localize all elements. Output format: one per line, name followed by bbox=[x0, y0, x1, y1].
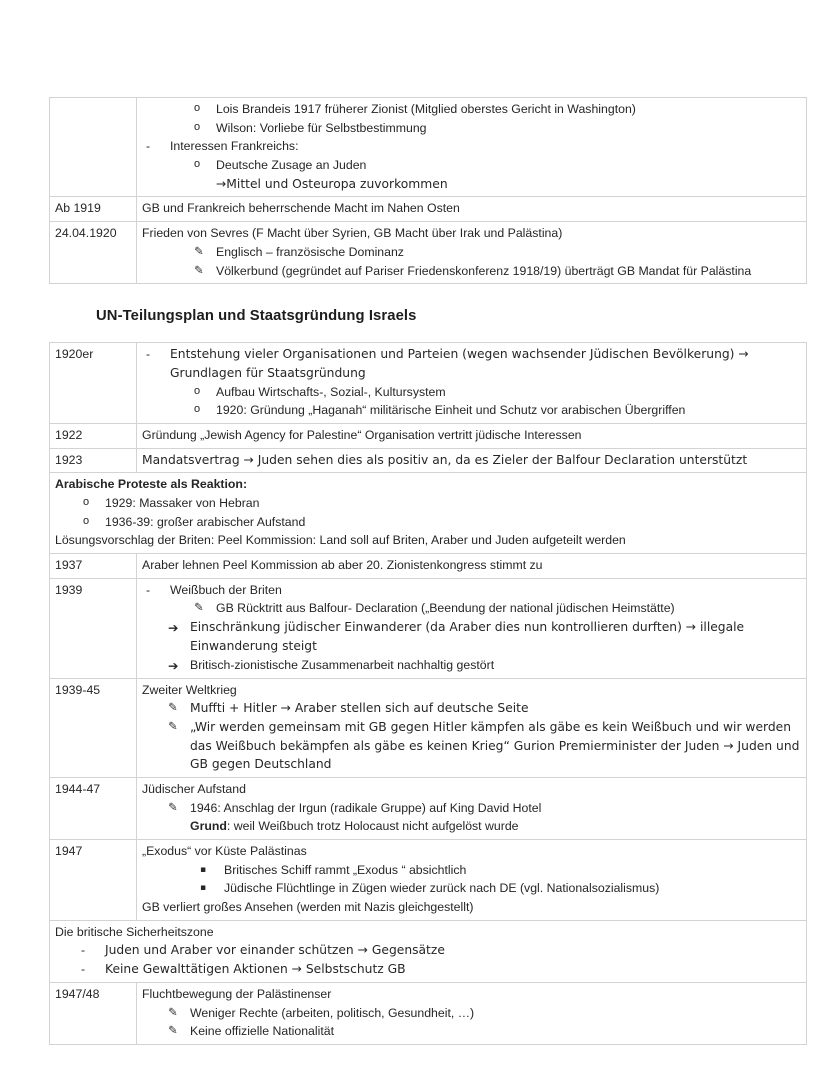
body-text: Lösungsvorschlag der Briten: Peel Kommission: Land soll auf Briten, Araber und Juden aufgeteilt werden bbox=[55, 533, 626, 548]
circle-bullet-icon: o bbox=[194, 120, 201, 133]
list-item bbox=[83, 494, 801, 513]
list-item bbox=[81, 960, 801, 979]
pen-bullet-icon: ✎ bbox=[194, 600, 204, 615]
body-text: Zweiter Weltkrieg bbox=[142, 682, 237, 697]
body-text: GB verliert großes Ansehen (werden mit Nazis gleichgestellt) bbox=[142, 900, 474, 915]
table-row bbox=[50, 982, 807, 1044]
list-item-text: →Mittel und Osteuropa zuvorkommen bbox=[216, 176, 448, 191]
list-item-text: 1936-39: großer arabischer Aufstand bbox=[105, 514, 306, 529]
list-item-text: Lois Brandeis 1917 früherer Zionist (Mitglied oberstes Gericht in Washington) bbox=[216, 102, 636, 116]
list-item bbox=[168, 799, 801, 818]
row-date-cell: Ab 1919 bbox=[50, 197, 137, 222]
table-row bbox=[50, 554, 807, 579]
block-subheading: Die britische Sicherheitszone bbox=[55, 924, 214, 939]
row-date-cell: 1923 bbox=[50, 448, 137, 473]
row-date-cell: 1939 bbox=[50, 578, 137, 678]
circle-bullet-icon: o bbox=[83, 514, 90, 527]
arrow-bullet-icon: ➔ bbox=[168, 657, 179, 673]
dash-bullet-icon: - bbox=[81, 943, 86, 958]
list-item bbox=[194, 175, 801, 194]
list-item-text: Muffti + Hitler → Araber stellen sich auf deutsche Seite bbox=[190, 701, 529, 716]
row-body-cell bbox=[137, 840, 807, 921]
list-item-text: Aufbau Wirtschafts-, Sozial-, Kultursystem bbox=[216, 384, 446, 399]
list-item bbox=[194, 100, 801, 119]
pen-bullet-icon: ✎ bbox=[168, 799, 178, 814]
row-body-cell bbox=[137, 423, 807, 448]
row-body-cell bbox=[137, 448, 807, 473]
body-text: Araber lehnen Peel Kommission ab aber 20. Zionistenkongress stimmt zu bbox=[142, 558, 543, 573]
arrow-bullet-icon: ➔ bbox=[168, 620, 179, 636]
row-body-cell bbox=[137, 982, 807, 1044]
list-item-text: Britisches Schiff rammt „Exodus “ absichtlich bbox=[224, 862, 467, 877]
list-item-text: Einschränkung jüdischer Einwanderer (da Araber dies nun kontrollieren durften) → illegale Einwanderung steigt bbox=[190, 620, 745, 653]
row-date-cell: 1939-45 bbox=[50, 678, 137, 777]
circle-bullet-icon: o bbox=[194, 403, 201, 416]
row-date-cell: 1937 bbox=[50, 554, 137, 579]
list-item bbox=[200, 861, 801, 880]
body-text: Frieden von Sevres (F Macht über Syrien, GB Macht über Irak und Palästina) bbox=[142, 226, 563, 241]
circle-bullet-icon: o bbox=[194, 384, 201, 397]
reason-text: : weil Weißbuch trotz Holocaust nicht aufgelöst wurde bbox=[226, 819, 519, 834]
row-body-cell bbox=[137, 678, 807, 777]
list-item-text: Interessen Frankreichs: bbox=[170, 139, 299, 154]
top-margin bbox=[0, 0, 828, 97]
page-heading-wrap bbox=[96, 308, 828, 324]
list-item bbox=[194, 156, 801, 175]
table-row bbox=[50, 920, 807, 982]
body-text: Gründung „Jewish Agency for Palestine“ Organisation vertritt jüdische Interessen bbox=[142, 427, 582, 442]
body-text: GB und Frankreich beherrschende Macht im Nahen Osten bbox=[142, 201, 460, 216]
pen-bullet-icon: ✎ bbox=[194, 243, 204, 258]
table-row bbox=[50, 777, 807, 839]
table-row bbox=[50, 423, 807, 448]
list-item bbox=[194, 119, 801, 138]
list-item bbox=[194, 383, 801, 402]
row-date-cell: 1922 bbox=[50, 423, 137, 448]
row-body-cell bbox=[137, 777, 807, 839]
pen-bullet-icon: ✎ bbox=[168, 1023, 178, 1038]
block-subheading: Arabische Proteste als Reaktion: bbox=[55, 477, 248, 492]
list-item-text bbox=[190, 817, 801, 836]
list-item bbox=[168, 699, 801, 718]
list-item-text: Deutsche Zusage an Juden bbox=[216, 158, 367, 173]
list-item-text: Keine Gewalttätigen Aktionen → Selbstschutz GB bbox=[105, 962, 406, 977]
table-row bbox=[50, 343, 807, 424]
table-row bbox=[50, 197, 807, 222]
list-item-text: Weniger Rechte (arbeiten, politisch, Gesundheit, …) bbox=[190, 1005, 475, 1020]
body-text: Fluchtbewegung der Palästinenser bbox=[142, 986, 332, 1001]
square-bullet-icon: ▪ bbox=[200, 883, 207, 894]
dash-bullet-icon: - bbox=[81, 962, 86, 977]
row-body-cell bbox=[137, 222, 807, 284]
row-body-cell bbox=[137, 343, 807, 424]
list-item-text: GB Rücktritt aus Balfour- Declaration („Beendung der national jüdischen Heimstätte) bbox=[216, 601, 675, 616]
list-item bbox=[168, 656, 801, 675]
list-item bbox=[146, 345, 801, 382]
row-date-cell: 24.04.1920 bbox=[50, 222, 137, 284]
table-row bbox=[50, 222, 807, 284]
row-date-cell: 1947 bbox=[50, 840, 137, 921]
row-body-cell-merged bbox=[50, 473, 807, 554]
list-item bbox=[194, 243, 801, 262]
list-item-text: Britisch-zionistische Zusammenarbeit nachhaltig gestört bbox=[190, 657, 495, 672]
page-title: UN-Teilungsplan und Staatsgründung Israels bbox=[96, 308, 417, 325]
list-item-text: 1929: Massaker von Hebran bbox=[105, 496, 260, 510]
heading-space-below bbox=[0, 324, 828, 342]
list-item bbox=[168, 817, 801, 836]
list-item-text: 1920: Gründung „Haganah“ militärische Einheit und Schutz vor arabischen Übergriffen bbox=[216, 403, 686, 418]
table-row bbox=[50, 473, 807, 554]
row-date-cell bbox=[50, 98, 137, 197]
list-item-text: Entstehung vieler Organisationen und Parteien (wegen wachsender Jüdischen Bevölkerung) → Grundlagen für Staatsgründung bbox=[170, 347, 749, 380]
list-item-text: Englisch – französische Dominanz bbox=[216, 244, 404, 259]
row-body-cell-merged bbox=[50, 920, 807, 982]
heading-space-above bbox=[0, 284, 828, 308]
dash-bullet-icon: - bbox=[146, 582, 151, 597]
list-item bbox=[168, 618, 801, 655]
row-body-cell bbox=[137, 554, 807, 579]
circle-bullet-icon: o bbox=[194, 102, 201, 114]
list-item-text: Keine offizielle Nationalität bbox=[190, 1024, 335, 1039]
table-row bbox=[50, 448, 807, 473]
row-date-cell: 1920er bbox=[50, 343, 137, 424]
list-item-text: Wilson: Vorliebe für Selbstbestimmung bbox=[216, 120, 427, 135]
body-text: Jüdischer Aufstand bbox=[142, 781, 246, 796]
table-row bbox=[50, 578, 807, 678]
list-item-text: Weißbuch der Briten bbox=[170, 582, 282, 597]
table-row bbox=[50, 98, 807, 197]
list-item-text: Juden und Araber vor einander schützen → Gegensätze bbox=[105, 943, 445, 958]
list-item bbox=[81, 941, 801, 960]
row-body-cell bbox=[137, 578, 807, 678]
pen-bullet-icon: ✎ bbox=[168, 1004, 178, 1019]
row-date-cell: 1944-47 bbox=[50, 777, 137, 839]
list-item bbox=[168, 1022, 801, 1041]
pen-bullet-icon: ✎ bbox=[194, 262, 204, 277]
list-item bbox=[168, 718, 801, 774]
body-text: „Exodus“ vor Küste Palästinas bbox=[142, 844, 307, 858]
pen-bullet-icon: ✎ bbox=[168, 700, 178, 715]
row-date-cell: 1947/48 bbox=[50, 982, 137, 1044]
list-item-text: Jüdische Flüchtlinge in Zügen wieder zurück nach DE (vgl. Nationalsozialismus) bbox=[224, 881, 660, 896]
square-bullet-icon: ▪ bbox=[200, 864, 207, 875]
list-item bbox=[200, 879, 801, 898]
list-item-text: „Wir werden gemeinsam mit GB gegen Hitler kämpfen als gäbe es kein Weißbuch und wir werden das Weißbuch bekämpfen als gäbe es keinen Krieg“ Gurion Premierminister der Juden → Juden und GB gegen Deutschland bbox=[190, 719, 800, 772]
list-item bbox=[146, 137, 801, 156]
body-text: Mandatsvertrag → Juden sehen dies als positiv an, da es Zieler der Balfour Declaration unterstützt bbox=[142, 452, 748, 467]
list-item-text: 1946: Anschlag der Irgun (radikale Gruppe) auf King David Hotel bbox=[190, 800, 542, 815]
circle-bullet-icon: o bbox=[83, 496, 90, 508]
list-item bbox=[194, 401, 801, 420]
list-item bbox=[194, 262, 801, 281]
table-row bbox=[50, 678, 807, 777]
list-item bbox=[194, 599, 801, 618]
circle-bullet-icon: o bbox=[194, 158, 201, 171]
list-item-text: Völkerbund (gegründet auf Pariser Friedenskonferenz 1918/19) überträgt GB Mandat für Palästina bbox=[216, 263, 752, 278]
dash-bullet-icon: - bbox=[146, 139, 151, 154]
pen-bullet-icon: ✎ bbox=[168, 718, 178, 733]
list-item bbox=[83, 513, 801, 532]
table-row bbox=[50, 840, 807, 921]
list-item bbox=[146, 581, 801, 600]
dash-bullet-icon: - bbox=[146, 347, 151, 362]
row-body-cell bbox=[137, 197, 807, 222]
table-un-partition bbox=[49, 342, 807, 1045]
reason-label: Grund bbox=[190, 819, 227, 834]
table-balfour-mandate bbox=[49, 97, 807, 284]
list-item bbox=[168, 1004, 801, 1023]
row-body-cell bbox=[137, 98, 807, 197]
